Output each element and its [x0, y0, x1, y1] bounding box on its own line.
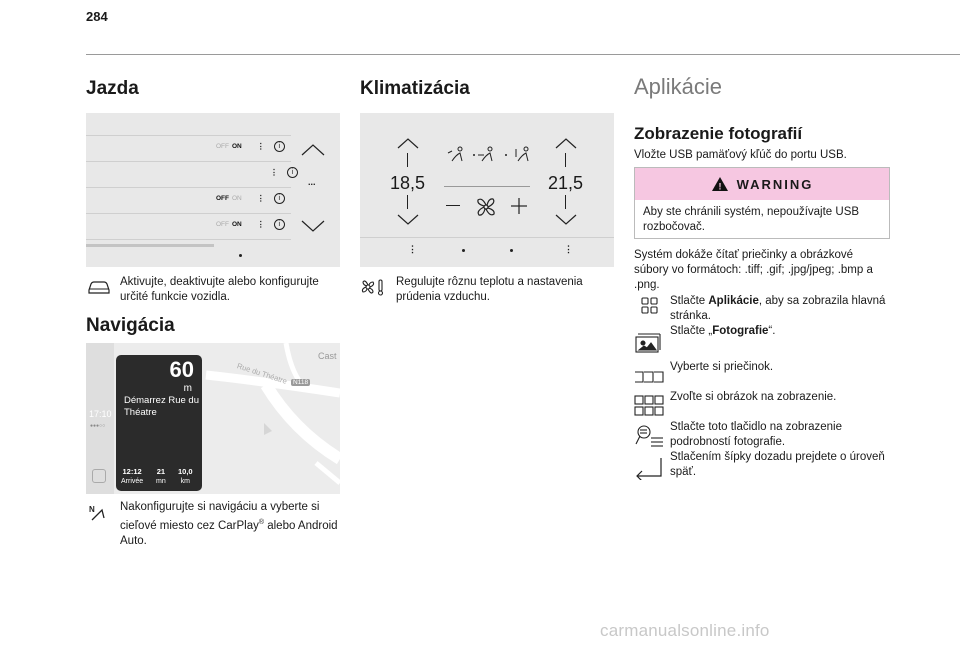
options-row-2[interactable]: [258, 167, 298, 178]
screen-divider: [86, 161, 291, 162]
column-aplikacie: [634, 74, 890, 478]
image-grid-icon: [634, 394, 664, 418]
temp-left[interactable]: 18,5: [390, 173, 426, 193]
step-text-bold: Fotografie: [712, 325, 769, 337]
toggle-row-1[interactable]: [216, 141, 285, 152]
photos-icon: [634, 330, 664, 354]
screen-divider: [86, 239, 291, 240]
temp-left-bar: [407, 153, 408, 167]
temp-right[interactable]: 21,5: [548, 173, 584, 193]
navigacia-title: Navigácia: [86, 315, 175, 336]
fan-plus-icon[interactable]: [510, 197, 528, 215]
toggle-off-label: OFF: [216, 195, 229, 202]
navigacia-text: [120, 500, 340, 549]
step-text-bold: Aplikácie: [708, 295, 759, 307]
toggle-row-3[interactable]: [216, 193, 285, 204]
duration-unit: mn: [156, 478, 166, 485]
remaining-unit: km: [180, 478, 190, 485]
temp-right-up-icon[interactable]: [554, 137, 578, 149]
jazda-title: Jazda: [86, 78, 139, 99]
distance-unit: m: [183, 383, 192, 394]
registered-mark: ®: [258, 519, 265, 526]
scroll-up-icon[interactable]: [300, 143, 326, 157]
watermark: carmanualsonline.info: [600, 621, 770, 640]
toggle-on-label: ON: [232, 221, 242, 228]
klimatizacia-text: Regulujte rôznu teplotu a nastavenia prúdenia vzduchu.: [396, 276, 583, 303]
info-icon[interactable]: i: [287, 167, 298, 178]
step-back-text: Stlačením šípky dozadu prejdete o úroveň späť.: [670, 451, 885, 478]
street-name: Démarrez Rue du Théatre: [124, 395, 199, 418]
page-dot: [510, 249, 513, 252]
navigacia-text-main: Nakonfigurujte si navigáciu a vyberte si cieľové miesto cez CarPlay: [120, 501, 320, 532]
column-klimatizacia: [360, 78, 614, 303]
toggle-off-label: OFF: [216, 143, 229, 150]
progress-indicator: [86, 244, 214, 247]
arrival-time: 12:12: [122, 467, 142, 476]
jazda-description: [86, 275, 340, 305]
more-options-icon[interactable]: ⋮: [256, 142, 265, 151]
toggle-off-label: OFF: [216, 221, 229, 228]
remaining-stat: [178, 467, 193, 486]
toggle-on-label: ON: [232, 143, 242, 150]
details-icon: [634, 424, 664, 448]
fan-icon: [474, 195, 498, 219]
temp-right-bar: [565, 195, 566, 209]
navigacia-text-tail: alebo Android Auto.: [120, 519, 338, 547]
info-icon[interactable]: i: [274, 141, 285, 152]
temp-left-up-icon[interactable]: [396, 137, 420, 149]
screen-divider: [86, 187, 291, 188]
step-text: , aby sa zobrazila hlavná stránka.: [670, 295, 886, 322]
jazda-screen: [86, 113, 340, 267]
svg-text:!: !: [718, 181, 722, 192]
clock: 17:10: [89, 409, 112, 419]
road-number-badge: N118: [293, 379, 309, 386]
airflow-modes-icon[interactable]: [446, 145, 536, 167]
distance-value: 60: [169, 357, 194, 382]
temp-right-bar: [565, 153, 566, 167]
map-label-cast: Cast: [318, 351, 337, 361]
climate-divider: [444, 186, 530, 187]
warning-icon: [711, 176, 729, 192]
car-icon: [86, 277, 112, 297]
climate-screen: [360, 113, 614, 267]
step-text: Stlačte „: [670, 325, 713, 337]
fan-minus-icon[interactable]: [446, 205, 460, 206]
step-text: “.: [768, 325, 776, 337]
folder-list-icon: [634, 364, 664, 388]
home-button[interactable]: [92, 469, 106, 483]
temp-left-down-icon[interactable]: [396, 213, 420, 225]
duration-stat: [156, 467, 166, 486]
applications-grid-icon: [634, 295, 664, 319]
screen-divider: [360, 237, 614, 238]
arrival-stat: [121, 467, 143, 486]
warning-text: Aby ste chránili systém, nepoužívajte USB rozbočovač.: [643, 206, 860, 233]
jazda-text: Aktivujte, deaktivujte alebo konfigurujte určité funkcie vozidla.: [120, 276, 319, 303]
svg-text:N: N: [89, 505, 95, 514]
navigation-screen: [86, 343, 340, 494]
more-options-icon[interactable]: ⋮: [256, 220, 265, 229]
aplikacie-intro: Vložte USB pamäťový kľúč do portu USB.: [634, 149, 847, 161]
aplikacie-title: Aplikácie: [634, 74, 723, 99]
navigation-card[interactable]: [116, 355, 202, 491]
step-folder-text: Vyberte si priečinok.: [670, 361, 774, 373]
toggle-on-label: ON: [232, 195, 242, 202]
more-label[interactable]: ...: [308, 177, 316, 187]
page-dot: [462, 249, 465, 252]
more-options-icon[interactable]: ⋮: [270, 168, 278, 177]
arrival-label: Arrivée: [121, 478, 144, 485]
info-icon[interactable]: i: [274, 219, 285, 230]
step-text: Stlačte: [670, 295, 709, 307]
page-number: 284: [86, 9, 108, 24]
warning-header: [635, 168, 889, 200]
signal-dots: ●●●○○: [90, 423, 106, 429]
info-icon[interactable]: i: [274, 193, 285, 204]
klimatizacia-description: [360, 275, 614, 305]
remaining-value: 10,0: [178, 467, 193, 476]
aplikacie-subtitle: Zobrazenie fotografií: [634, 124, 803, 143]
top-rule: [86, 54, 960, 55]
more-options-icon[interactable]: ⋮: [256, 194, 265, 203]
warning-box: [634, 167, 890, 239]
klimatizacia-title: Klimatizácia: [360, 78, 470, 99]
navigation-icon: [86, 502, 112, 522]
screen-divider: [86, 213, 291, 214]
more-options-icon[interactable]: ⋮: [564, 244, 573, 254]
scroll-down-icon[interactable]: [300, 219, 326, 233]
map-label-street: Rue du Théatre: [235, 361, 289, 386]
climate-icon: [360, 277, 386, 297]
duration-value: 21: [156, 467, 166, 476]
page-dot: [239, 254, 242, 257]
back-arrow-icon: [634, 456, 664, 480]
temp-left-bar: [407, 195, 408, 209]
temp-right-down-icon[interactable]: [554, 213, 578, 225]
step-details-text: Stlačte toto tlačidlo na zobrazenie podrobností fotografie.: [670, 421, 842, 448]
step-image-text: Zvoľte si obrázok na zobrazenie.: [670, 391, 837, 403]
screen-divider: [86, 135, 291, 136]
more-options-icon[interactable]: ⋮: [408, 244, 417, 254]
step-applications-text: [670, 294, 890, 324]
toggle-row-4[interactable]: [216, 219, 285, 230]
step-photos-text: [670, 324, 890, 339]
navigacia-description: [86, 500, 340, 549]
aplikacie-body: Systém dokáže čítať priečinky a obrázkové súbory vo formátoch: .tiff; .gif; .jpg/jpeg; .bmp a .png.: [634, 249, 873, 291]
column-jazda-navigacia: [86, 78, 340, 547]
warning-title: WARNING: [736, 176, 814, 192]
